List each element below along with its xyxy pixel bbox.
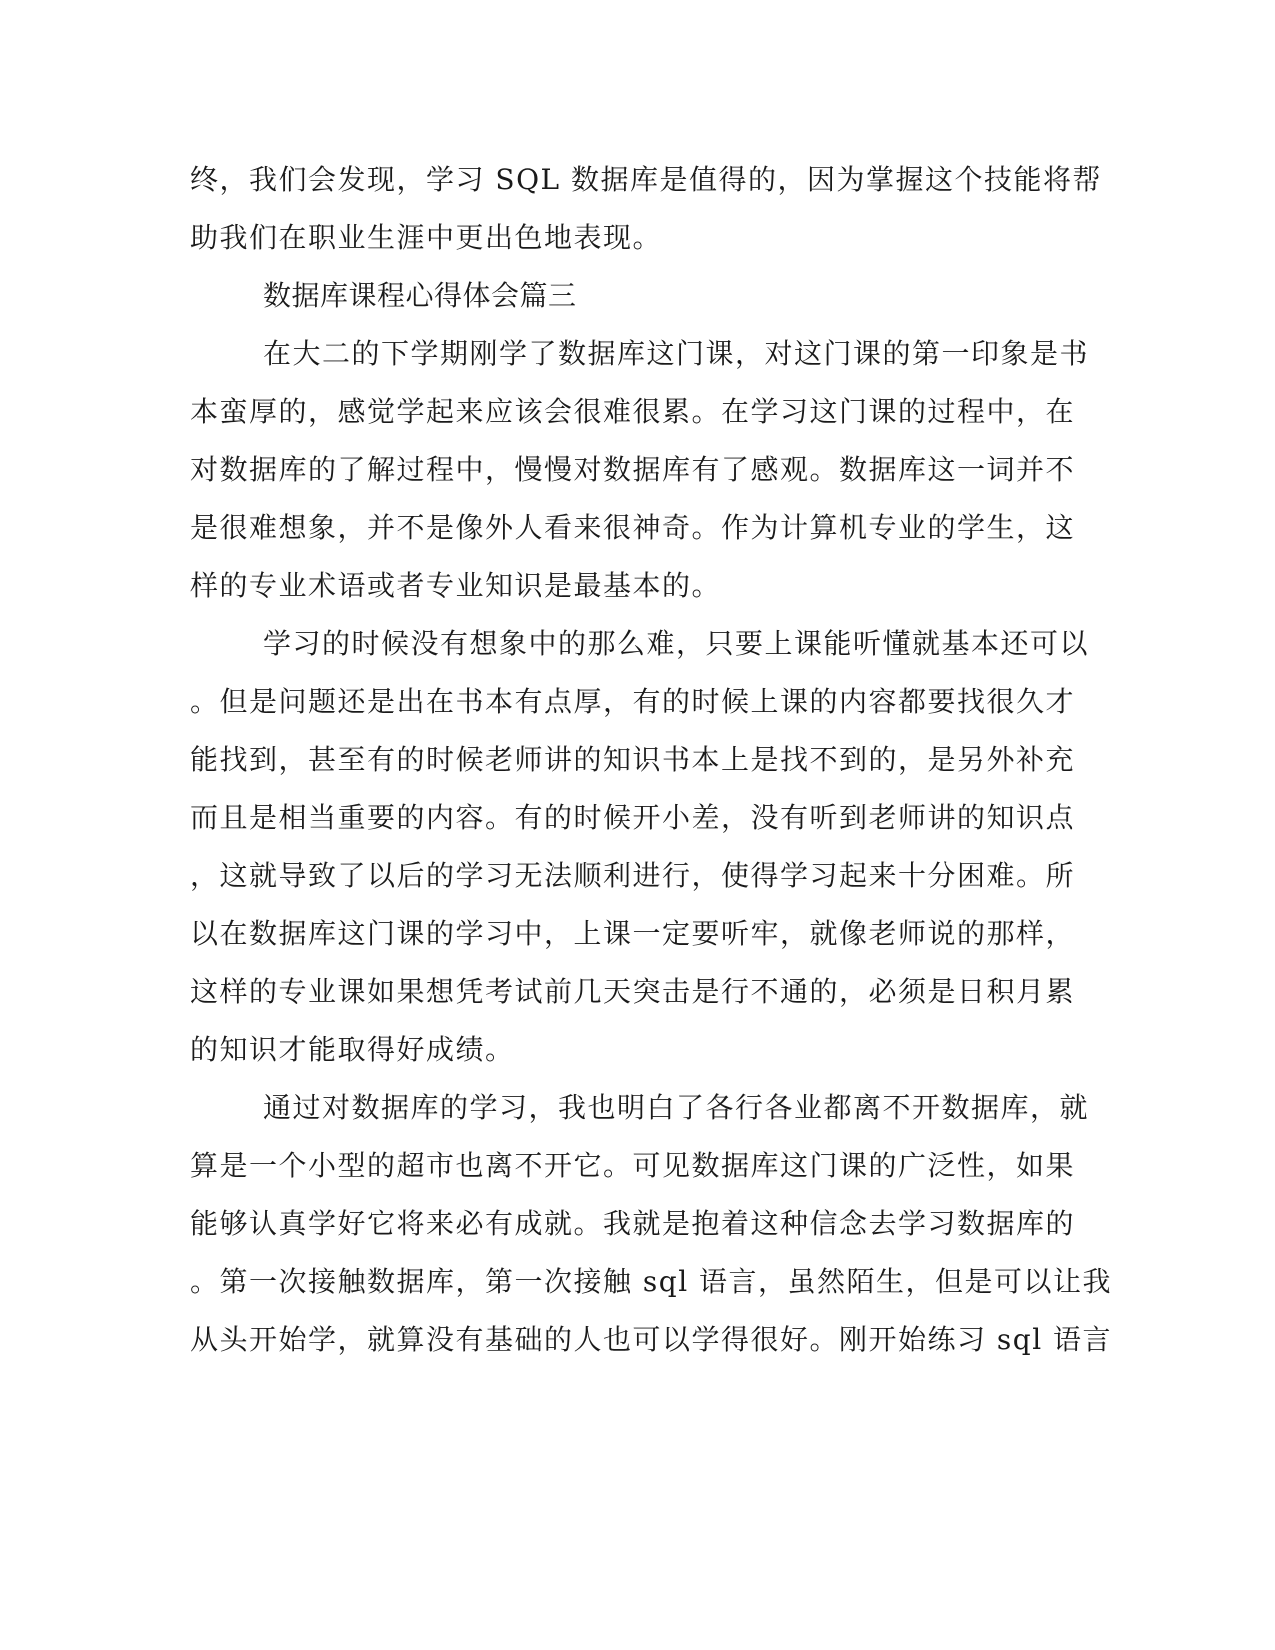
text-line: 学习的时候没有想象中的那么难，只要上课能听懂就基本还可以 (263, 627, 1090, 660)
text-line: 的知识才能取得好成绩。 (190, 1033, 515, 1066)
text-line: 。第一次接触数据库，第一次接触 sql 语言，虽然陌生，但是可以让我 (190, 1265, 1113, 1298)
text-line: 对数据库的了解过程中，慢慢对数据库有了感观。数据库这一词并不 (190, 453, 1076, 486)
text-line: 本蛮厚的，感觉学起来应该会很难很累。在学习这门课的过程中，在 (190, 395, 1076, 428)
text-line: 助我们在职业生涯中更出色地表现。 (190, 221, 663, 254)
text-line: 从头开始学，就算没有基础的人也可以学得很好。刚开始练习 sql 语言 (190, 1323, 1113, 1356)
section-heading: 数据库课程心得体会篇三 (263, 279, 577, 312)
text-line: 终，我们会发现，学习 SQL 数据库是值得的，因为掌握这个技能将帮 (190, 163, 1103, 196)
text-line: 通过对数据库的学习，我也明白了各行各业都离不开数据库，就 (263, 1091, 1090, 1124)
text-line: 。但是问题还是出在书本有点厚，有的时候上课的内容都要找很久才 (190, 685, 1076, 718)
text-line: 在大二的下学期刚学了数据库这门课，对这门课的第一印象是书 (263, 337, 1090, 370)
text-line: 以在数据库这门课的学习中，上课一定要听牢，就像老师说的那样， (190, 917, 1076, 950)
text-line: 能找到，甚至有的时候老师讲的知识书本上是找不到的，是另外补充 (190, 743, 1076, 776)
text-line: ，这就导致了以后的学习无法顺利进行，使得学习起来十分困难。所 (190, 859, 1076, 892)
text-line: 这样的专业课如果想凭考试前几天突击是行不通的，必须是日积月累 (190, 975, 1076, 1008)
text-line: 样的专业术语或者专业知识是最基本的。 (190, 569, 722, 602)
text-line: 而且是相当重要的内容。有的时候开小差，没有听到老师讲的知识点 (190, 801, 1076, 834)
text-line: 是很难想象，并不是像外人看来很神奇。作为计算机专业的学生，这 (190, 511, 1076, 544)
text-line: 能够认真学好它将来必有成就。我就是抱着这种信念去学习数据库的 (190, 1207, 1076, 1240)
text-line: 算是一个小型的超市也离不开它。可见数据库这门课的广泛性，如果 (190, 1149, 1076, 1182)
